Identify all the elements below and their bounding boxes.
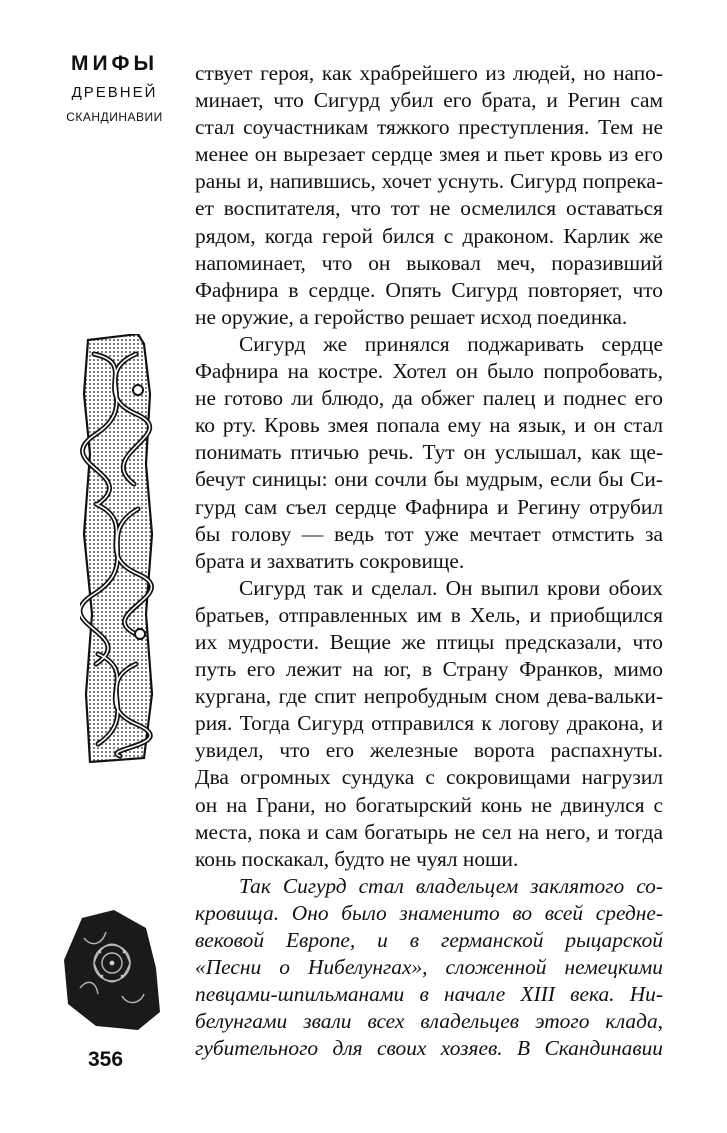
paragraph-3: [195, 575, 663, 873]
text-line: кургана, где спит непробудным сном дева-вальки-: [195, 684, 663, 709]
text-line: Два огромных сундука с сокровищами нагрузил: [195, 765, 663, 790]
text-line: Фафнира в сердце. Опять Сигурд повторяет, что: [195, 277, 663, 302]
text-line: стал соучастникам тяжкого преступления. Тем не: [195, 115, 663, 140]
text-line: губительного для своих хозяев. В Скандинавии: [195, 1036, 663, 1061]
text-line: ствует героя, как храбрейшего из людей, но напо-: [195, 61, 663, 85]
text-line: брата и захватить сокровище.: [195, 548, 465, 573]
text-line: не оружие, а геройство решает исход поединка.: [195, 304, 628, 329]
text-line: белунгами звали всех владельцев этого клада,: [195, 1009, 663, 1034]
paragraph-4: [195, 873, 663, 1063]
text-line: не готово ли блюдо, да обжег палец и поднес его: [195, 386, 663, 411]
text-line: бы голову — ведь тот уже мечтает отмстить за: [195, 521, 663, 546]
text-line: кровища. Оно было знаменито во всей средне-: [195, 900, 663, 925]
running-head-line-3: СКАНДИНАВИИ: [66, 110, 163, 124]
text-line: братьев, отправленных им в Хель, и приобщился: [195, 602, 663, 627]
text-line: гурд сам съел сердце Фафнира и Регину отрубил: [195, 494, 663, 519]
text-line: ет воспитателя, что тот не осмелился оставаться: [195, 196, 663, 221]
text-column: [195, 60, 663, 1062]
text-line: Фафнира на костре. Хотел он было попробовать,: [195, 359, 663, 384]
paragraph-1: [195, 60, 663, 331]
carved-stone-icon: [62, 908, 162, 1033]
text-line: увидел, что его железные ворота распахнуты.: [195, 738, 663, 763]
text-line: он на Грани, но богатырский конь не двинулся с: [195, 792, 663, 817]
text-line: Так Сигурд стал владельцем заклятого со-: [239, 873, 663, 898]
text-line: конь поскакал, будто не чуял ноши.: [195, 846, 519, 871]
running-head-line-2: ДРЕВНЕЙ: [71, 84, 158, 101]
paragraph-2: [195, 331, 663, 575]
text-line: места, пока и сам богатырь не сел на него, и тогда: [195, 819, 663, 844]
text-line: рия. Тогда Сигурд отправился к логову дракона, и: [195, 711, 663, 736]
text-line: вековой Европе, и в германской рыцарской: [195, 928, 663, 952]
text-line: бечут синицы: они сочли бы мудрым, если бы Си-: [195, 467, 663, 492]
text-line: их мудрости. Вещие же птицы предсказали, что: [195, 629, 663, 654]
running-head: [52, 52, 177, 128]
text-line: понимать птичью речь. Тут он услышал, как ще-: [195, 440, 663, 465]
text-line: «Песни о Нибелунгах», сложенной немецкими: [195, 955, 663, 980]
text-line: менее он вырезает сердце змея и пьет кровь из его: [195, 142, 663, 167]
text-line: напоминает, что он выковал меч, поразивший: [195, 250, 663, 275]
text-line: рядом, когда герой бился с драконом. Карлик же: [195, 223, 663, 248]
text-line: раны и, напившись, хочет уснуть. Сигурд попрека-: [195, 169, 663, 194]
text-line: Сигурд же принялся поджаривать сердце: [239, 331, 663, 356]
running-head-line-1: МИФЫ: [70, 52, 159, 75]
text-line: минает, что Сигурд убил его брата, и Регин сам: [195, 88, 663, 113]
text-line: Сигурд так и сделал. Он выпил крови обоих: [239, 575, 663, 600]
text-line: певцами-шпильманами в начале XIII века. Ни-: [195, 982, 663, 1007]
text-line: ко рту. Кровь змея попала ему на язык, и он стал: [195, 413, 663, 438]
page-number: 356: [88, 1048, 124, 1071]
text-line: путь его лежит на юг, в Страну Франков, мимо: [195, 657, 663, 682]
knotwork-runestone-band-icon: [80, 334, 160, 764]
